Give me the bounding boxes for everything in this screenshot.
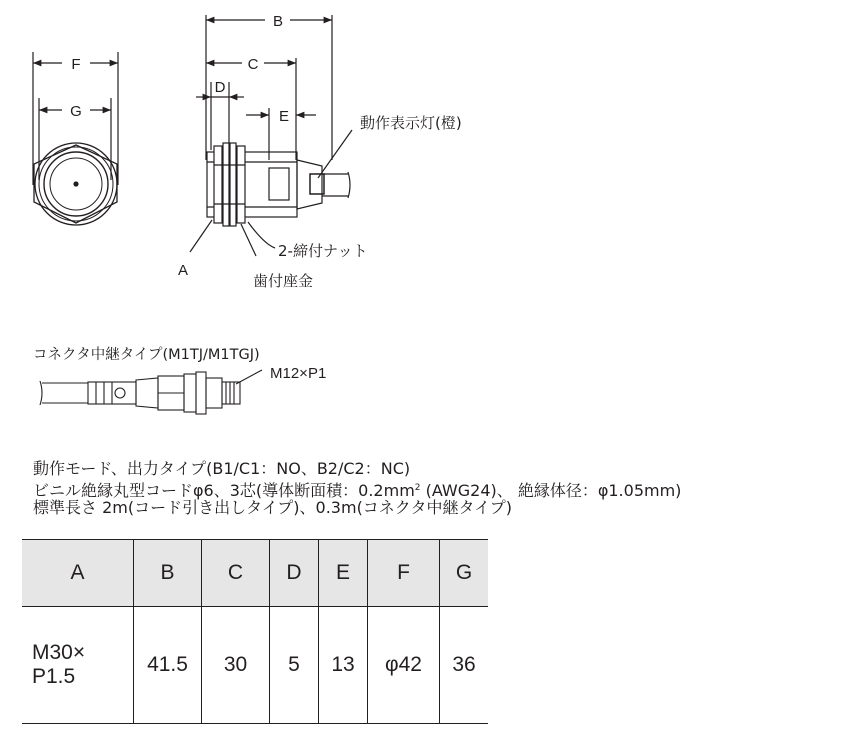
connector-type-drawing	[0, 360, 843, 430]
cell-e: 13	[319, 607, 368, 724]
toothed-washer-label: 歯付座金	[253, 272, 314, 290]
col-header-e: E	[319, 540, 368, 607]
cell-a-line2: P1.5	[32, 665, 76, 688]
notes-line-cable-text-end: (AWG24)、 絶縁体径：φ1.05mm)	[420, 480, 682, 500]
tightening-nut-label: 2-締付ナット	[278, 242, 368, 260]
table-header-row	[22, 540, 488, 607]
col-header-b: B	[134, 540, 202, 607]
notes-line-length: 標準長さ 2m(コード引き出しタイプ)、0.3m(コネクタ中継タイプ)	[33, 498, 512, 517]
dim-label-c: C	[247, 56, 259, 73]
connector-type-title: コネクタ中継タイプ(M1TJ/M1TGJ)	[33, 347, 260, 363]
col-header-c: C	[202, 540, 270, 607]
sensor-dimension-drawing	[0, 0, 843, 330]
cell-b: 41.5	[134, 607, 202, 724]
notes-superscript: 2	[414, 482, 421, 493]
thread-spec-label: M12×P1	[270, 365, 327, 382]
dim-label-d: D	[214, 79, 226, 96]
cell-a-line1: M30×	[32, 641, 86, 664]
notes-line-cable-text: ビニル絶縁丸型コードφ6、3芯(導体断面積：0.2mm	[33, 480, 415, 500]
dimension-table	[22, 539, 488, 724]
notes-line-cable	[33, 479, 681, 499]
dim-label-e: E	[278, 108, 290, 125]
dim-label-f: F	[71, 56, 81, 73]
front-view	[33, 52, 118, 225]
notes-line-output: 動作モード、出力タイプ(B1/C1：NO、B2/C2：NC)	[33, 459, 411, 478]
col-header-g: G	[440, 540, 489, 607]
dim-label-g: G	[70, 103, 82, 120]
cell-g: 36	[440, 607, 489, 724]
spec-notes	[33, 459, 681, 518]
dim-label-b: B	[272, 13, 284, 30]
col-header-d: D	[270, 540, 319, 607]
col-header-f: F	[368, 540, 440, 607]
dim-label-a: A	[177, 262, 189, 279]
cell-c: 30	[202, 607, 270, 724]
cell-a	[22, 607, 134, 724]
table-row	[22, 607, 488, 724]
cell-f: φ42	[368, 607, 440, 724]
indicator-lamp-label: 動作表示灯(橙)	[360, 114, 462, 132]
col-header-a: A	[22, 540, 134, 607]
cell-d: 5	[270, 607, 319, 724]
